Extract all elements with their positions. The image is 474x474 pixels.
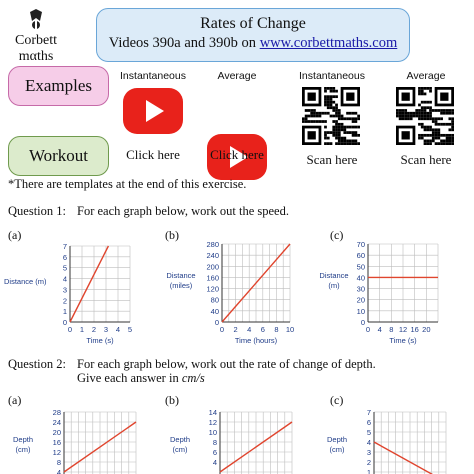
examples-button[interactable]: Examples (8, 66, 109, 106)
video-instantaneous-play-icon[interactable] (123, 88, 183, 134)
q2c-ytick-label: 6 (366, 418, 371, 427)
question2-units-line (77, 371, 205, 386)
q2c-ytick-label: 1 (366, 468, 371, 474)
q1a-part-label: (a) (8, 228, 22, 242)
q1b-xtick-label: 0 (219, 325, 225, 334)
q1c-y-axis-label: Distance (319, 271, 349, 280)
chart-q2b (158, 402, 318, 474)
q2b-ytick-label: 12 (208, 418, 217, 427)
q2b-ytick-label: 6 (212, 448, 217, 457)
q2a-part-label: (a) (8, 393, 22, 407)
q2c-ytick-label: 4 (366, 438, 371, 447)
q1c-ytick-label: 30 (356, 284, 365, 294)
q1b-ytick-label: 240 (206, 251, 219, 261)
media-label-average-video: Average (217, 70, 257, 82)
q2b-ytick-label: 8 (212, 438, 217, 447)
q1c-ytick-label: 0 (360, 318, 365, 327)
q1c-ytick-label: 40 (356, 273, 365, 283)
q2c-ytick-label: 3 (366, 448, 371, 457)
chart-q2c (318, 402, 474, 474)
logo-text-line1: Corbett (15, 33, 57, 48)
q1a-ytick-label: 4 (62, 274, 67, 284)
media-label-average-qr: Average (406, 70, 446, 82)
qr-average-icon (396, 87, 454, 150)
corbettmaths-logo (6, 8, 66, 64)
q1b-xtick-label: 6 (260, 325, 265, 334)
q1a-ytick-label: 7 (62, 242, 67, 251)
q1c-x-axis-label: Time (s) (389, 336, 417, 345)
q1a-xtick-label: 1 (79, 325, 85, 334)
q1b-xtick-label: 4 (247, 325, 252, 334)
videos-line (97, 35, 409, 52)
chart-q1a (0, 236, 158, 352)
chart-q1c (318, 236, 474, 352)
q1b-ytick-label: 80 (210, 295, 219, 305)
q2a-ytick-label: 20 (52, 428, 61, 437)
q1a-xtick-label: 0 (67, 325, 73, 334)
q2b-ytick-label: 14 (208, 408, 217, 417)
q1a-xtick-label: 5 (127, 325, 133, 334)
q1c-part-label: (c) (330, 228, 344, 242)
q1b-y-axis-label: Distance (166, 271, 196, 280)
title-box (96, 8, 410, 62)
q2c-ytick-label: 2 (366, 458, 371, 467)
q1b-xtick-label: 8 (274, 325, 279, 334)
q1c-ytick-label: 70 (356, 240, 365, 249)
q1b-y-axis-label: (miles) (169, 281, 193, 290)
q2a-ytick-label: 12 (52, 448, 61, 457)
click-here-average[interactable]: Click here (210, 147, 264, 162)
question2-text2: Give each answer in (77, 371, 179, 385)
logo-emblem-icon (26, 8, 46, 32)
q1c-xtick-label: 16 (410, 325, 419, 334)
q1b-ytick-label: 280 (206, 240, 219, 249)
click-here-instantaneous[interactable]: Click here (126, 147, 180, 162)
q2a-y-axis-label: (cm) (15, 445, 31, 454)
q1c-ytick-label: 60 (356, 251, 365, 261)
question2-units: cm/s (181, 371, 205, 385)
q2c-ytick-label: 5 (366, 428, 371, 437)
q1a-xtick-label: 2 (91, 325, 97, 334)
q1b-ytick-label: 40 (210, 306, 219, 316)
q2a-ytick-label: 8 (56, 458, 61, 467)
q1b-x-axis-label: Time (hours) (234, 336, 278, 345)
q1a-ytick-label: 3 (62, 285, 67, 295)
q2b-ytick-label: 10 (208, 428, 217, 437)
q1b-ytick-label: 160 (206, 273, 219, 283)
corbettmaths-link[interactable]: www.corbettmaths.com (259, 35, 398, 51)
videos-text: Videos 390a and 390b on (108, 35, 260, 51)
q1b-ytick-label: 0 (214, 318, 219, 327)
media-label-instantaneous-video: Instantaneous (120, 70, 186, 82)
q1c-y-axis-label: (m) (328, 281, 340, 290)
question1-label: Question 1: (8, 204, 66, 218)
q2a-ytick-label: 16 (52, 438, 61, 447)
q1b-xtick-label: 10 (285, 325, 295, 334)
templates-note: *There are templates at the end of this exercise. (8, 177, 247, 191)
q2a-ytick-label: 28 (52, 408, 61, 417)
scan-here-instantaneous: Scan here (306, 152, 358, 167)
q2b-part-label: (b) (165, 393, 179, 407)
q1c-xtick-label: 12 (398, 325, 408, 334)
question2-label: Question 2: (8, 357, 66, 371)
chart-q1b (158, 236, 318, 352)
scan-here-average: Scan here (400, 152, 452, 167)
media-label-instantaneous-qr: Instantaneous (299, 70, 365, 82)
q1c-ytick-label: 50 (356, 262, 365, 272)
q1a-ytick-label: 5 (62, 263, 67, 273)
q2b-ytick-label: 4 (212, 458, 217, 467)
q1c-xtick-label: 8 (389, 325, 394, 334)
q1b-ytick-label: 120 (206, 284, 219, 294)
q1a-ytick-label: 2 (62, 296, 67, 306)
logo-text-line2: mαths (18, 49, 54, 64)
q1a-xtick-label: 4 (115, 325, 121, 334)
q2a-y-axis-label: Depth (12, 435, 34, 444)
question1-text: For each graph below, work out the speed. (77, 204, 289, 218)
page-title: Rates of Change (200, 15, 306, 32)
q1c-xtick-label: 0 (365, 325, 371, 334)
q2a-ytick-label: 24 (52, 418, 61, 427)
q2c-part-label: (c) (330, 393, 344, 407)
q2b-y-axis-label: Depth (169, 435, 191, 444)
q1c-ytick-label: 10 (356, 306, 365, 316)
qr-instantaneous-icon (302, 87, 360, 150)
q2c-y-axis-label: (cm) (329, 445, 345, 454)
q1a-ytick-label: 6 (62, 252, 67, 262)
q2a-ytick-label: 4 (56, 468, 61, 474)
question2-text: For each graph below, work out the rate of change of depth. (77, 357, 376, 371)
chart-q2a (0, 402, 158, 474)
q1a-series-line (70, 246, 108, 322)
q1c-xtick-label: 20 (422, 325, 431, 334)
q1a-y-axis-label: Distance (m) (4, 277, 47, 286)
q1a-ytick-label: 1 (62, 307, 67, 317)
q2b-y-axis-label: (cm) (172, 445, 188, 454)
q1c-ytick-label: 20 (356, 295, 365, 305)
q1a-xtick-label: 3 (103, 325, 109, 334)
q2c-ytick-label: 7 (366, 408, 371, 417)
q1a-ytick-label: 0 (62, 318, 67, 327)
q2c-y-axis-label: Depth (326, 435, 348, 444)
q1c-xtick-label: 4 (377, 325, 382, 334)
q1b-ytick-label: 200 (206, 262, 219, 272)
q1b-xtick-label: 2 (233, 325, 238, 334)
q1a-x-axis-label: Time (s) (86, 336, 114, 345)
q1b-part-label: (b) (165, 228, 179, 242)
workout-button[interactable]: Workout (8, 136, 109, 176)
